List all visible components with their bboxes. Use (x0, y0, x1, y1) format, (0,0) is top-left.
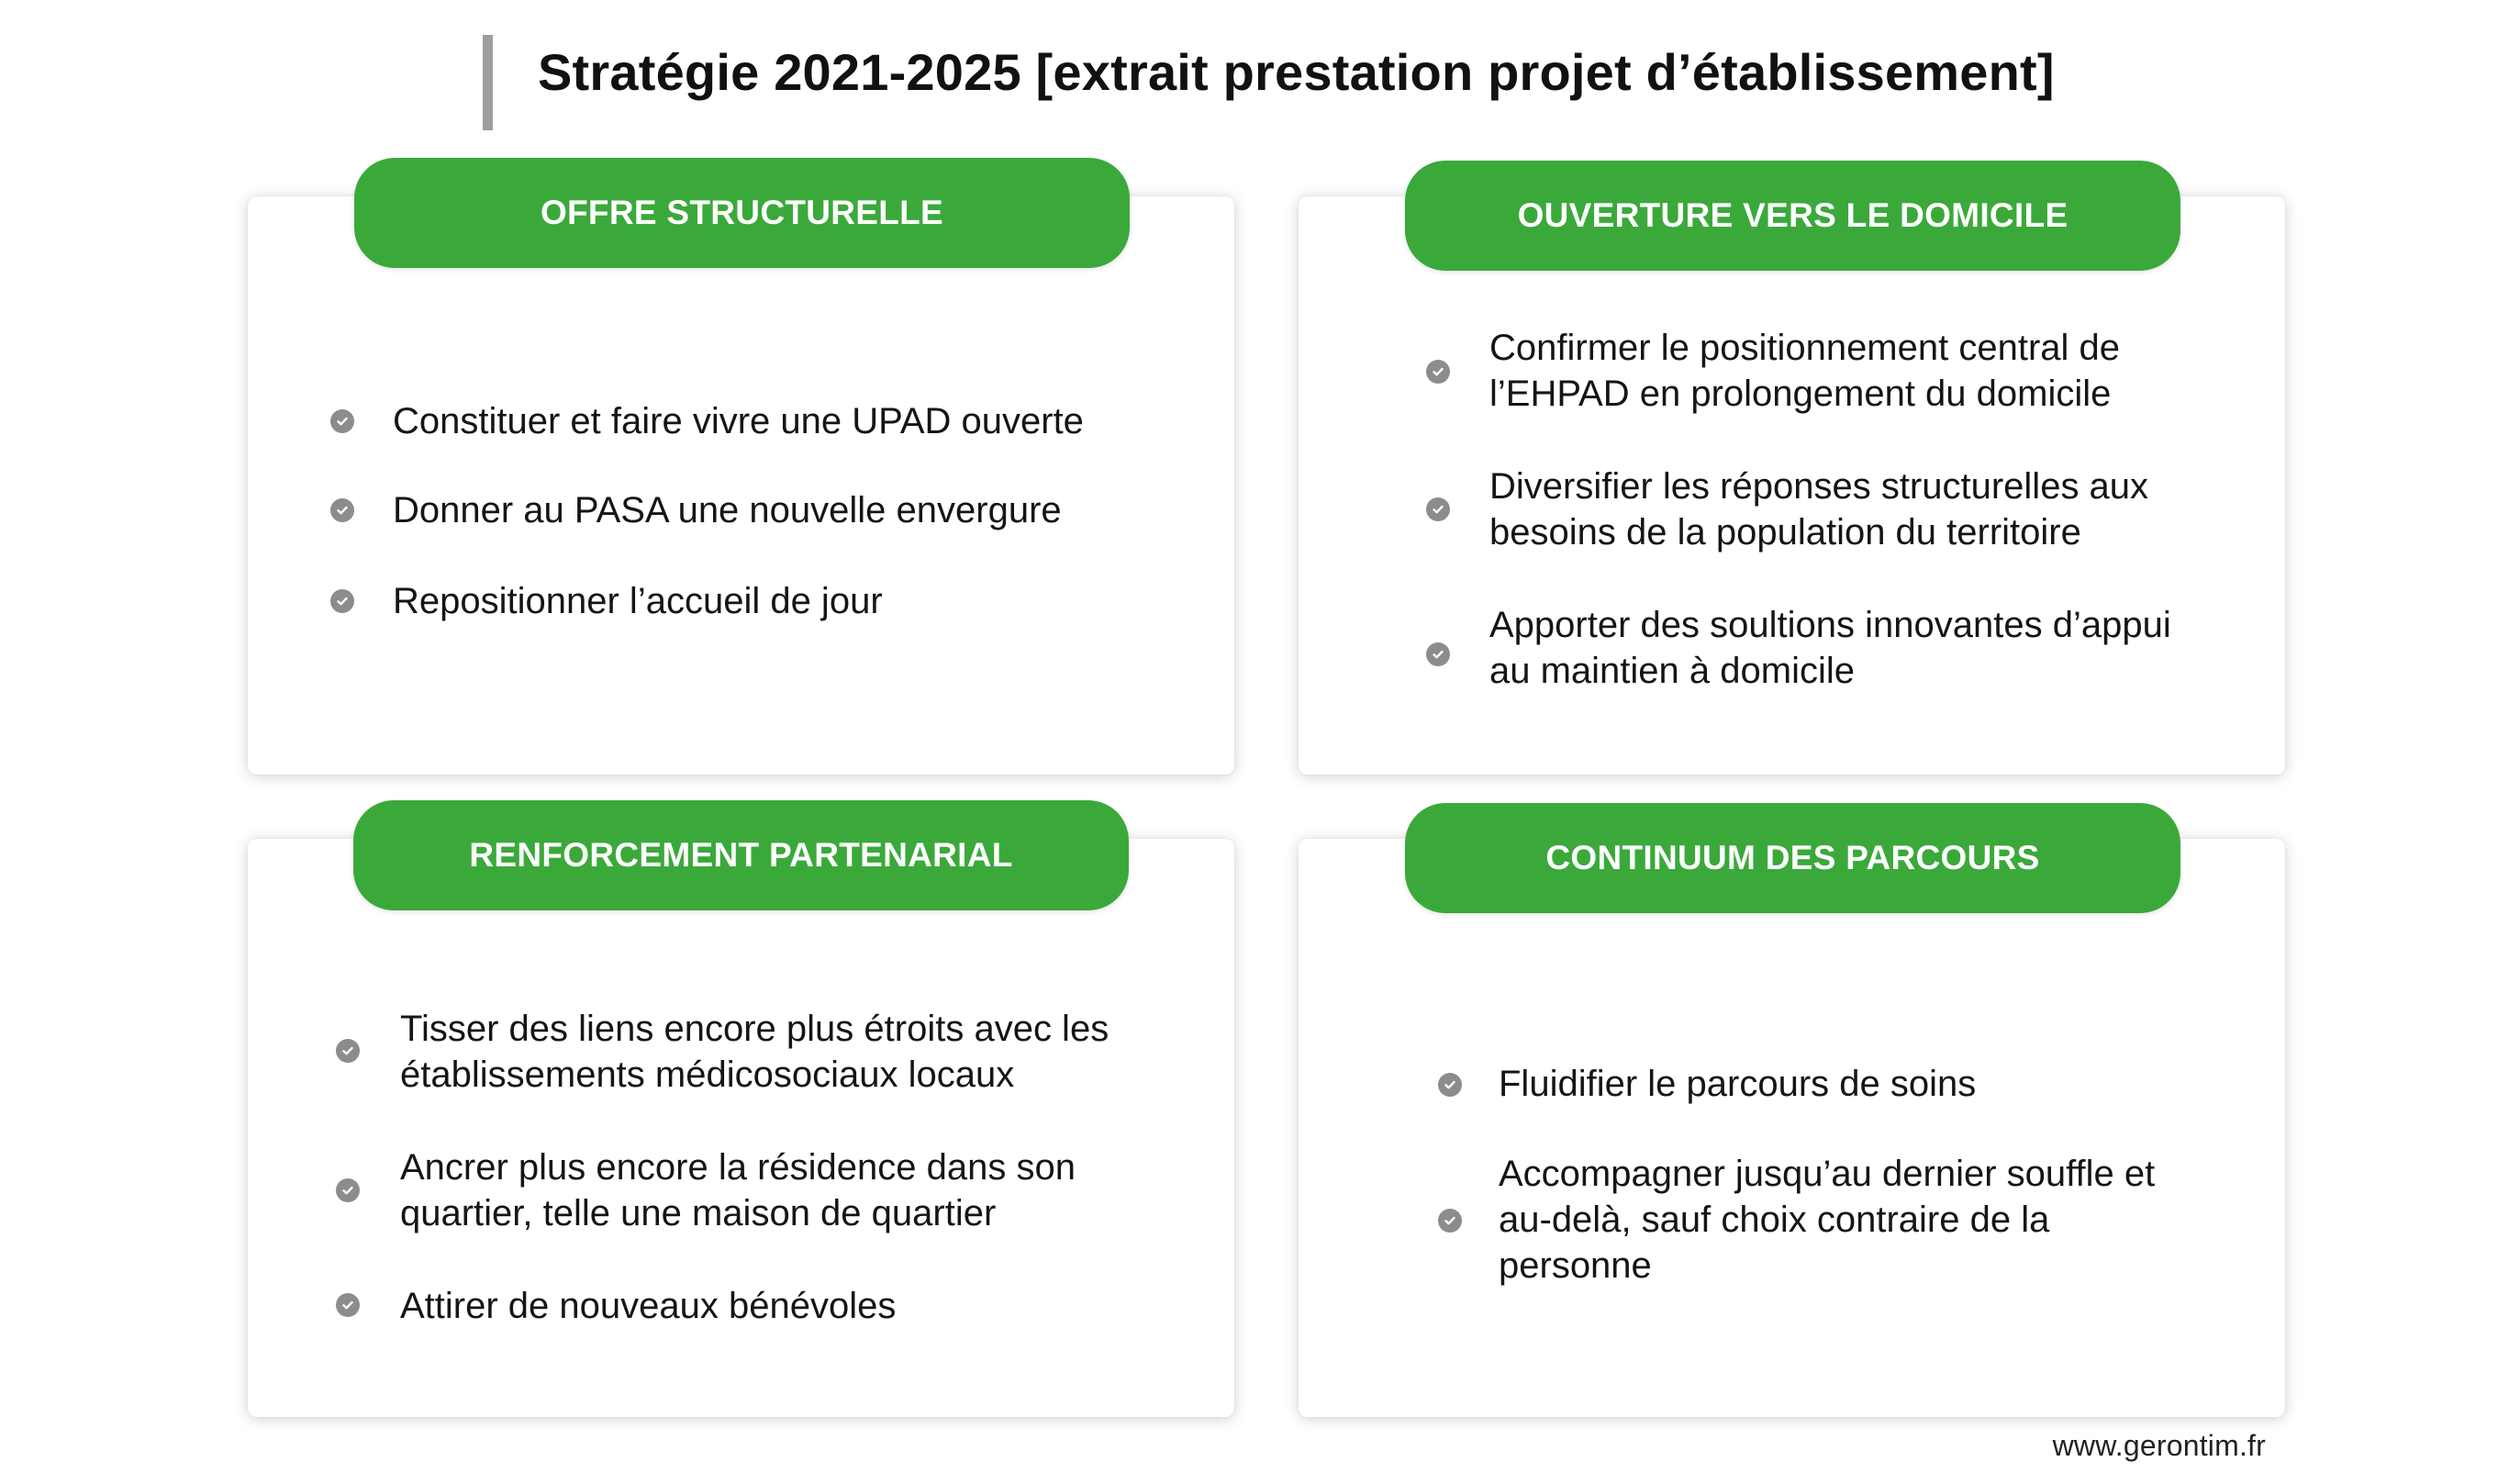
list-item-text: Confirmer le positionnement central de l’EHPAD en prolongement du domicile (1489, 328, 2121, 414)
title-accent-bar (483, 35, 493, 130)
list-item (1426, 497, 1450, 521)
list-item-text: Repositionner l’accueil de jour (393, 581, 883, 621)
check-circle-icon (330, 498, 354, 522)
check-circle-icon (336, 1293, 360, 1317)
list-item (1438, 1209, 1462, 1233)
list-item (330, 589, 354, 613)
list-item (336, 1293, 360, 1317)
card-renforcement-partenarial (248, 839, 1234, 1417)
list-item-text: Ancrer plus encore la résidence dans son quartier, telle une maison de quartier (400, 1147, 1076, 1233)
check-circle-icon (1438, 1209, 1462, 1233)
list-item-text: Apporter des soultions innovantes d’appui au maintien à domicile (1489, 605, 2171, 691)
list-item-text: Tisser des liens encore plus étroits avec les établissements médicosociaux locaux (400, 1009, 1109, 1095)
list-item (336, 1178, 360, 1202)
list-item-text: Attirer de nouveaux bénévoles (400, 1286, 897, 1326)
check-circle-icon (1426, 642, 1450, 666)
list-item (1426, 642, 1450, 666)
list-item-text: Diversifier les réponses structurelles aux besoins de la population du territoire (1489, 466, 2149, 552)
card-continuum-parcours (1299, 839, 2285, 1417)
list-item-text: Fluidifier le parcours de soins (1499, 1064, 1977, 1104)
card-heading-offre-structurelle: OFFRE STRUCTURELLE (354, 158, 1130, 268)
page-title: Stratégie 2021-2025 [extrait prestation projet d’établissement] (538, 43, 2055, 101)
check-circle-icon (1426, 360, 1450, 384)
list-item-text: Constituer et faire vivre une UPAD ouverte (393, 401, 1084, 441)
card-offre-structurelle (248, 196, 1234, 775)
check-circle-icon (330, 589, 354, 613)
footer-website: www.gerontim.fr (2052, 1429, 2266, 1462)
card-heading-ouverture-domicile: OUVERTURE VERS LE DOMICILE (1405, 161, 2180, 271)
list-item-text: Accompagner jusqu’au dernier souffle et au-delà, sauf choix contraire de la personne (1499, 1154, 2156, 1286)
list-item (336, 1039, 360, 1063)
list-item (1438, 1073, 1462, 1097)
check-circle-icon (330, 409, 354, 433)
check-circle-icon (336, 1178, 360, 1202)
card-heading-continuum-parcours: CONTINUUM DES PARCOURS (1405, 803, 2180, 913)
check-circle-icon (1438, 1073, 1462, 1097)
list-item (330, 498, 354, 522)
list-item (1426, 360, 1450, 384)
list-item (330, 409, 354, 433)
check-circle-icon (336, 1039, 360, 1063)
card-heading-renforcement-partenarial: RENFORCEMENT PARTENARIAL (353, 800, 1129, 910)
list-item-text: Donner au PASA une nouvelle envergure (393, 490, 1062, 530)
check-circle-icon (1426, 497, 1450, 521)
